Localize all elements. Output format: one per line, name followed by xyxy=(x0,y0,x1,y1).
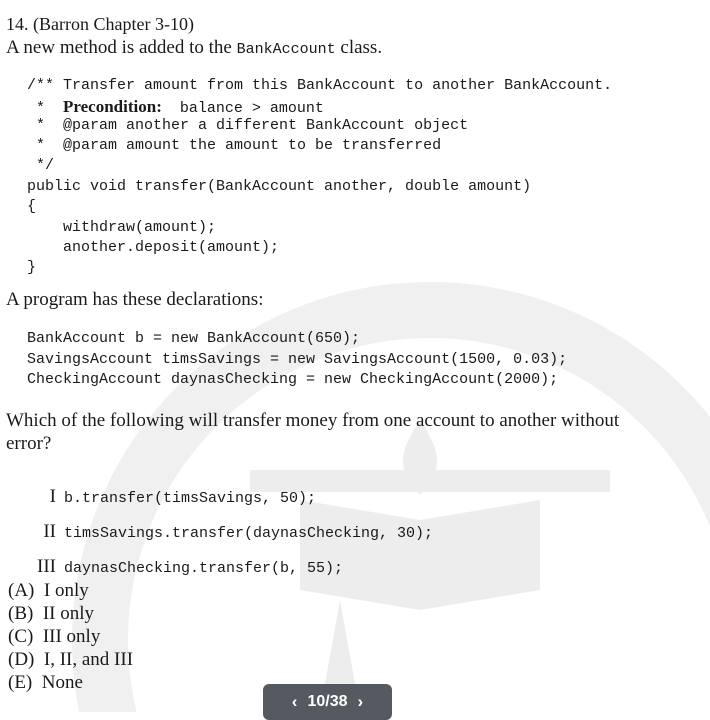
prompt-line-1: Which of the following will transfer money from one account to another without xyxy=(6,410,620,431)
intro-class-name: BankAccount xyxy=(236,41,336,58)
intro-suffix: class. xyxy=(335,37,383,58)
precondition-code: balance > amount xyxy=(161,100,324,117)
declarations-intro: A program has these declarations: xyxy=(6,289,264,310)
declaration-line: SavingsAccount timsSavings = new SavingsAccount(1500, 0.03); xyxy=(27,351,568,368)
question-heading: 14. (Barron Chapter 3-10) xyxy=(6,14,194,34)
intro-prefix: A new method is added to the xyxy=(6,37,237,58)
code-close-brace: } xyxy=(27,259,37,276)
statement-numeral: III xyxy=(37,556,56,577)
declaration-line: CheckingAccount daynasChecking = new CheckingAccount(2000); xyxy=(27,371,559,388)
statement-numeral: II xyxy=(43,521,56,542)
code-body-line-2: another.deposit(amount); xyxy=(27,239,280,256)
choice-a: (A) I only xyxy=(8,580,89,601)
total-pages: 38 xyxy=(329,693,348,710)
code-comment-line-2 xyxy=(27,97,324,117)
page-separator: / xyxy=(325,693,330,710)
code-comment-line-1: /** Transfer amount from this BankAccount to another BankAccount. xyxy=(27,77,613,94)
prompt-line-2: error? xyxy=(6,433,52,454)
chevron-left-icon[interactable]: ‹ xyxy=(291,692,298,711)
statement-code: timsSavings.transfer(daynasChecking, 30); xyxy=(64,525,434,542)
code-comment-line-3: * @param another a different BankAccount object xyxy=(27,117,469,134)
choice-d: (D) I, II, and III xyxy=(8,649,134,670)
page-indicator xyxy=(307,693,347,711)
question-intro xyxy=(6,37,382,59)
choice-b: (B) II only xyxy=(8,603,95,624)
statement-numeral: I xyxy=(49,486,56,507)
choice-c: (C) III only xyxy=(8,626,101,647)
chevron-right-icon[interactable]: › xyxy=(357,692,364,711)
precondition-label: Precondition: xyxy=(63,97,162,116)
code-comment-star: * xyxy=(27,100,64,117)
code-signature: public void transfer(BankAccount another, double amount) xyxy=(27,178,532,195)
code-body-line-1: withdraw(amount); xyxy=(27,219,217,236)
code-comment-line-4: * @param amount the amount to be transferred xyxy=(27,137,442,154)
current-page: 10 xyxy=(307,693,326,710)
declaration-line: BankAccount b = new BankAccount(650); xyxy=(27,330,361,347)
statement-code: b.transfer(timsSavings, 50); xyxy=(64,490,317,507)
statement-code: daynasChecking.transfer(b, 55); xyxy=(64,560,344,577)
choice-e: (E) None xyxy=(8,672,83,693)
page-navigator xyxy=(263,684,392,720)
code-comment-line-5: */ xyxy=(27,157,55,174)
code-open-brace: { xyxy=(27,198,37,215)
